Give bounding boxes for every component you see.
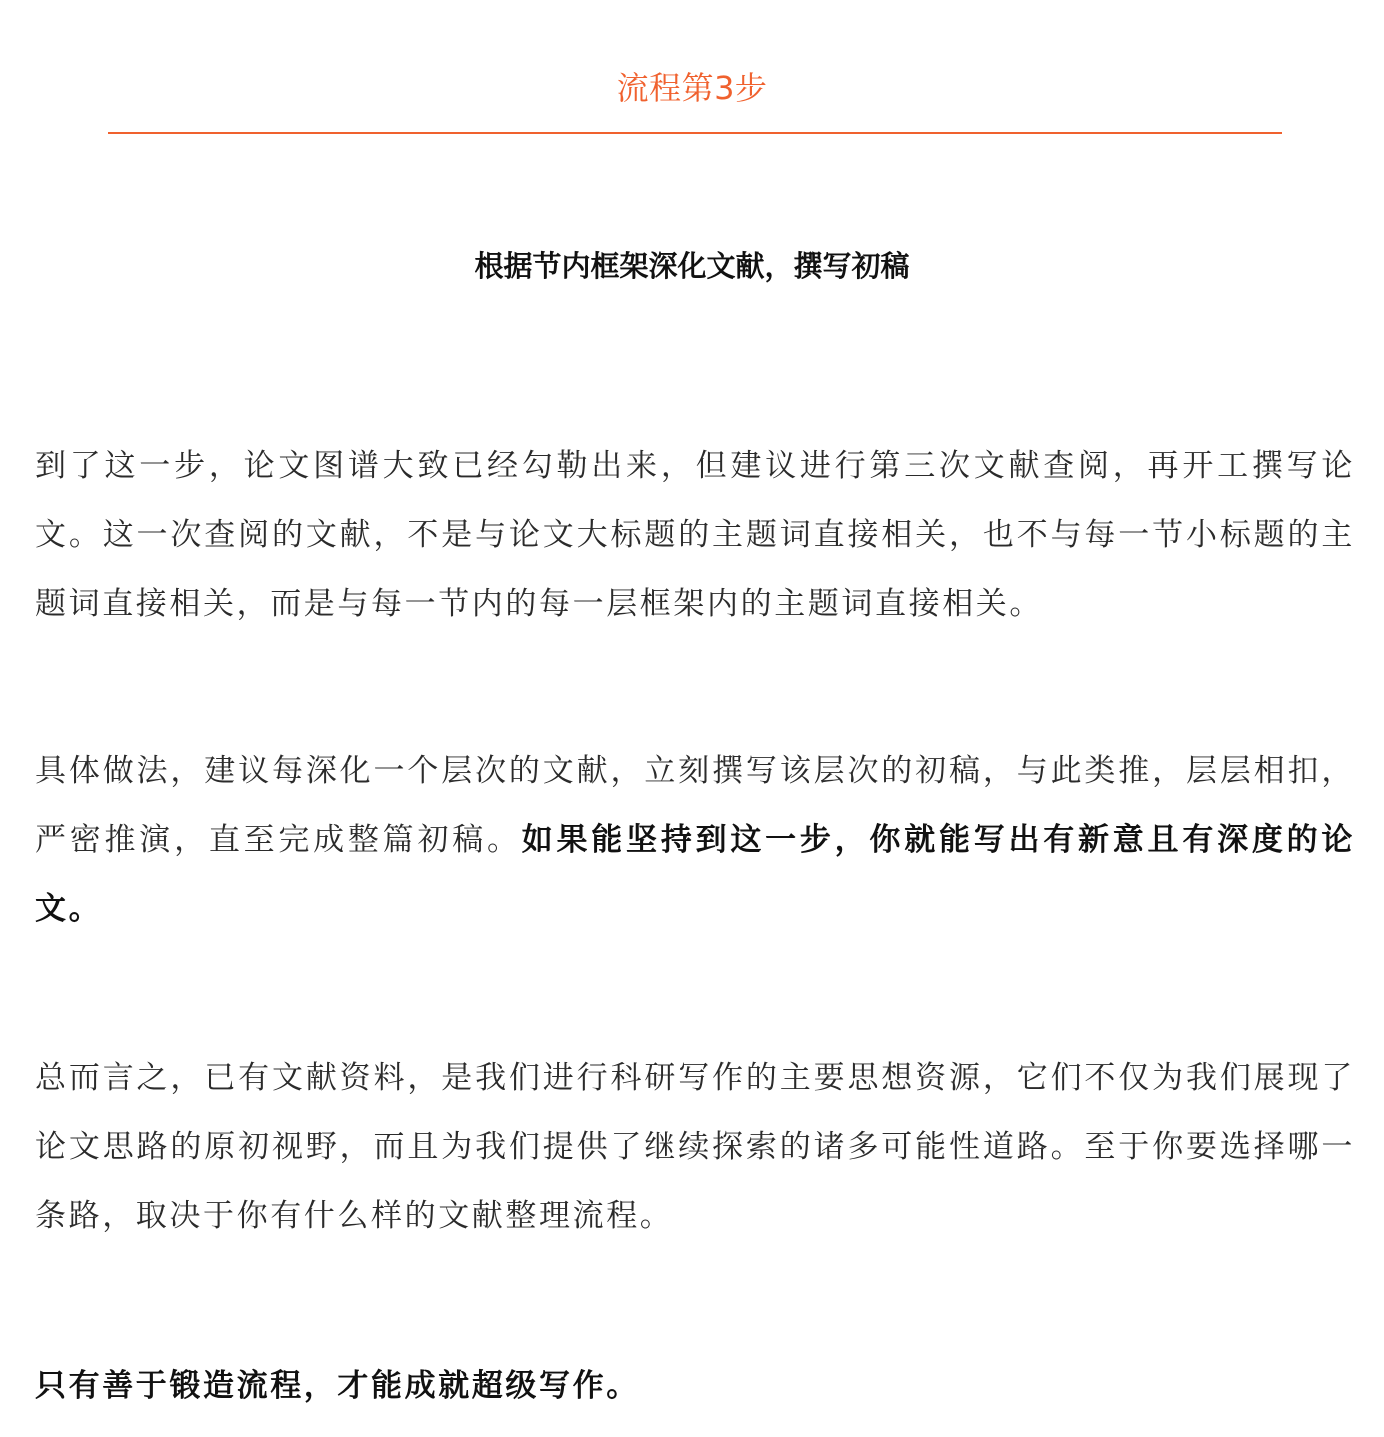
paragraph-2-text: 具体做法，建议每深化一个层次的文献，立刻撰写该层次的初稿，与此类推，层层相扣，严密推演，直至完成整篇初稿。 <box>35 753 1355 858</box>
section-subtitle: 根据节内框架深化文献，撰写初稿 <box>474 249 910 283</box>
paragraph-2 <box>35 737 1355 944</box>
paragraph-3: 总而言之，已有文献资料，是我们进行科研写作的主要思想资源，它们不仅为我们展现了论文思路的原初视野，而且为我们提供了继续探索的诸多可能性道路。至于你要选择哪一条路，取决于你有什么样的文献整理流程。 <box>35 1060 1355 1234</box>
paragraph-2-emphasis: 如果能坚持到这一步，你就能写出有新意且有深度的论文。 <box>35 822 1355 927</box>
title-divider <box>108 132 1282 134</box>
paragraph-1: 到了这一步，论文图谱大致已经勾勒出来，但建议进行第三次文献查阅，再开工撰写论文。这一次查阅的文献，不是与论文大标题的主题词直接相关，也不与每一节小标题的主题词直接相关，而是与每一节内的每一层框架内的主题词直接相关。 <box>35 448 1355 622</box>
closing-statement: 只有善于锻造流程，才能成就超级写作。 <box>35 1368 640 1404</box>
step-title: 流程第3步 <box>616 69 768 107</box>
